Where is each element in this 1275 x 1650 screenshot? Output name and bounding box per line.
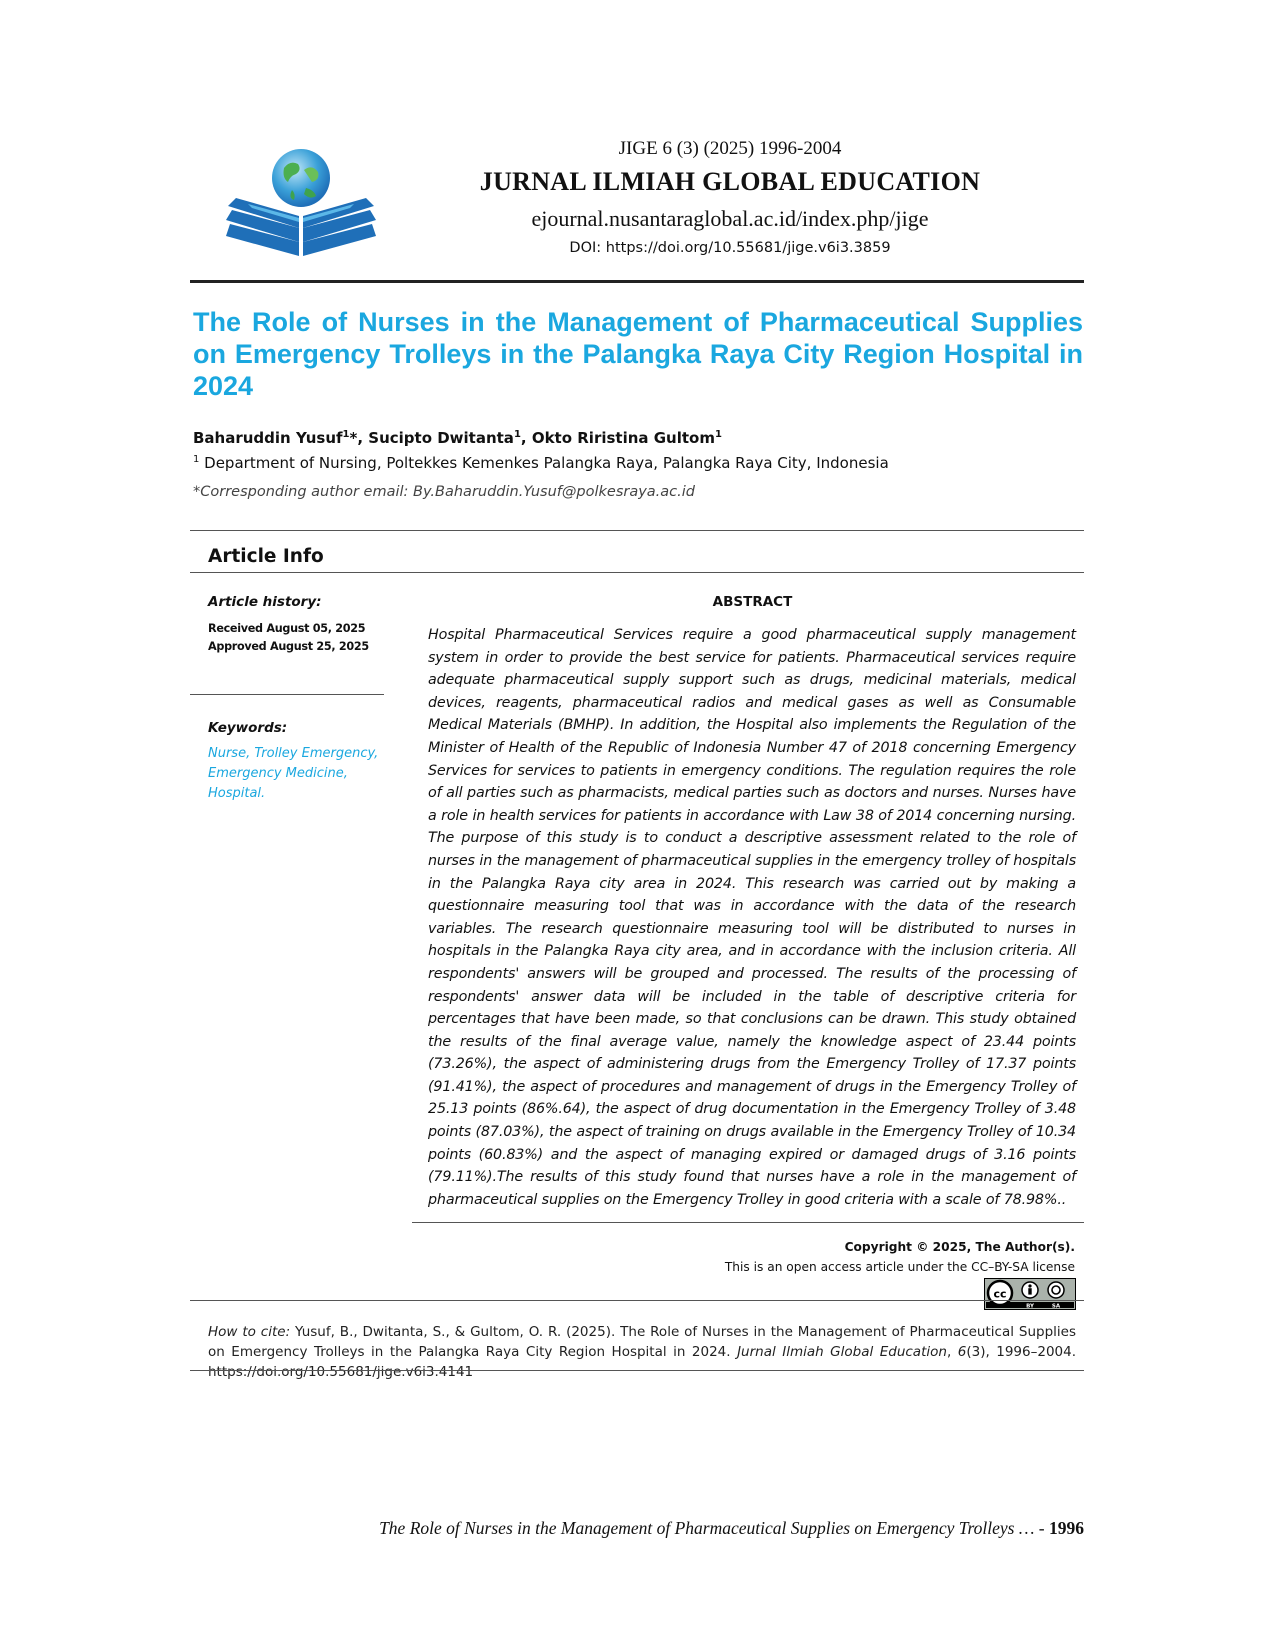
article-info-top-rule bbox=[190, 530, 1084, 531]
citation-top-rule bbox=[190, 1300, 1084, 1301]
article-history-label: Article history: bbox=[208, 594, 322, 610]
affiliation bbox=[193, 454, 889, 472]
article-info-heading: Article Info bbox=[208, 546, 324, 567]
approved-date: Approved August 25, 2025 bbox=[208, 640, 369, 653]
author-separator: , bbox=[520, 429, 532, 447]
footer-separator: - bbox=[1034, 1518, 1049, 1538]
article-title: The Role of Nurses in the Management of Pharmaceutical Supplies on Emergency Trolleys in the Palangka Raya City Region Hospital in 2024 bbox=[193, 307, 1083, 401]
citation-text: Yusuf, B., Dwitanta, S., & Gultom, O. R. (2025). The Role of Nurses in the Management of Pharmaceutical Supplies on Emergency Trolleys in the Palangka Raya City Region Hospital in 2024. bbox=[208, 1324, 1076, 1360]
affiliation-marker: 1 bbox=[193, 454, 200, 465]
citation-bottom-rule bbox=[190, 1370, 1084, 1371]
keyword-line: Emergency Medicine, bbox=[208, 766, 348, 781]
keyword-line: Hospital. bbox=[208, 786, 266, 801]
citation-journal: Jurnal Ilmiah Global Education bbox=[737, 1344, 947, 1360]
cc-by-label: BY bbox=[1026, 1303, 1034, 1310]
citation-separator: , bbox=[946, 1344, 958, 1360]
author-separator: *, bbox=[349, 429, 369, 447]
affiliation-text: Department of Nursing, Poltekkes Kemenkes Palangka Raya, Palangka Raya City, Indonesia bbox=[204, 454, 889, 472]
keyword-line: Nurse, Trolley Emergency, bbox=[208, 746, 379, 761]
author-list bbox=[193, 429, 722, 447]
article-info-bottom-rule bbox=[190, 572, 1084, 573]
page-footer bbox=[270, 1518, 1084, 1539]
journal-name: JURNAL ILMIAH GLOBAL EDUCATION bbox=[479, 167, 981, 196]
citation-volume: 6 bbox=[957, 1344, 967, 1360]
how-to-cite-label: How to cite: bbox=[208, 1324, 291, 1340]
copyright-notice: Copyright © 2025, The Author(s). bbox=[844, 1240, 1075, 1254]
cc-sa-label: SA bbox=[1051, 1303, 1061, 1310]
page-number: 1996 bbox=[1049, 1518, 1084, 1538]
how-to-cite bbox=[208, 1322, 1076, 1382]
author-affiliation-marker: 1 bbox=[342, 429, 350, 440]
corresponding-author-email[interactable]: *Corresponding author email: By.Baharuddin.Yusuf@polkesraya.ac.id bbox=[193, 484, 695, 500]
received-date: Received August 05, 2025 bbox=[208, 622, 366, 635]
running-title: The Role of Nurses in the Management of Pharmaceutical Supplies on Emergency Trolleys … bbox=[379, 1518, 1035, 1538]
abstract-bottom-rule bbox=[412, 1222, 1084, 1223]
author-name: Baharuddin Yusuf bbox=[193, 429, 343, 447]
cc-by-sa-icon[interactable] bbox=[984, 1278, 1076, 1310]
history-divider bbox=[190, 694, 384, 695]
journal-logo-icon bbox=[226, 148, 376, 270]
keywords-label: Keywords: bbox=[208, 720, 288, 736]
header-divider bbox=[190, 280, 1084, 283]
abstract-heading: ABSTRACT bbox=[712, 594, 793, 610]
citation-pages-doi: (3), 1996–2004. https://doi.org/10.55681/jige.v6i3.4141 bbox=[208, 1344, 1077, 1380]
author-name: Okto Riristina Gultom bbox=[531, 429, 715, 447]
author-name: Sucipto Dwitanta bbox=[368, 429, 514, 447]
license-notice[interactable]: This is an open access article under the CC–BY-SA license bbox=[724, 1260, 1075, 1274]
author-affiliation-marker: 1 bbox=[513, 429, 521, 440]
journal-doi-link[interactable]: DOI: https://doi.org/10.55681/jige.v6i3.3859 bbox=[569, 240, 891, 256]
journal-url-link[interactable]: ejournal.nusantaraglobal.ac.id/index.php/jige bbox=[531, 206, 929, 231]
journal-volume: JIGE 6 (3) (2025) 1996-2004 bbox=[618, 138, 842, 159]
svg-text:cc: cc bbox=[993, 1287, 1007, 1301]
author-affiliation-marker: 1 bbox=[715, 429, 722, 440]
abstract-text: Hospital Pharmaceutical Services require a good pharmaceutical supply management system in order to provide the best service for patients. Pharmaceutical services require adequate pharmaceutical supply support such as drugs, medicinal materials, medical devices, reagents, pharmaceutical radios and medical gases as well as Consumable Medical Materials (BMHP). In addition, the Hospital also implements the Regulation of the Minister of Health of the Republic of Indonesia Number 47 of 2018 concerning Emergency Services for services to patients in emergency conditions. The regulation requires the role of all parties such as pharmacists, medical parties such as doctors and nurses. Nurses have a role in health services for patients in accordance with Law 38 of 2014 concerning nursing. The purpose of this study is to conduct a descriptive assessment related to the role of nurses in the management of pharmaceutical supplies in the emergency trolley of hospitals in the Palangka Raya city area in 2024. This research was carried out by making a questionnaire measuring tool that was in accordance with the data of the research variables. The research questionnaire measuring tool will be distributed to nurses in hospitals in the Palangka Raya city area, and in accordance with the inclusion criteria. All respondents' answers will be grouped and processed. The results of the processing of respondents' answer data will be included in the table of descriptive criteria for percentages that have been made, so that conclusions can be drawn. This study obtained the results of the final average value, namely the knowledge aspect of 23.44 points (73.26%), the aspect of administering drugs from the Emergency Trolley of 17.37 points (91.41%), the aspect of procedures and management of drugs in the Emergency Trolley of 25.13 points (86%.64), the aspect of drug documentation in the Emergency Trolley of 3.48 points (87.03%), the aspect of training on drugs available in the Emergency Trolley of 10.34 points (60.83%) and the aspect of managing expired or damaged drugs of 3.16 points (79.11%).The results of this study found that nurses have a role in the management of pharmaceutical supplies on the Emergency Trolley in good criteria with a scale of 78.98%.. bbox=[428, 627, 1076, 1208]
